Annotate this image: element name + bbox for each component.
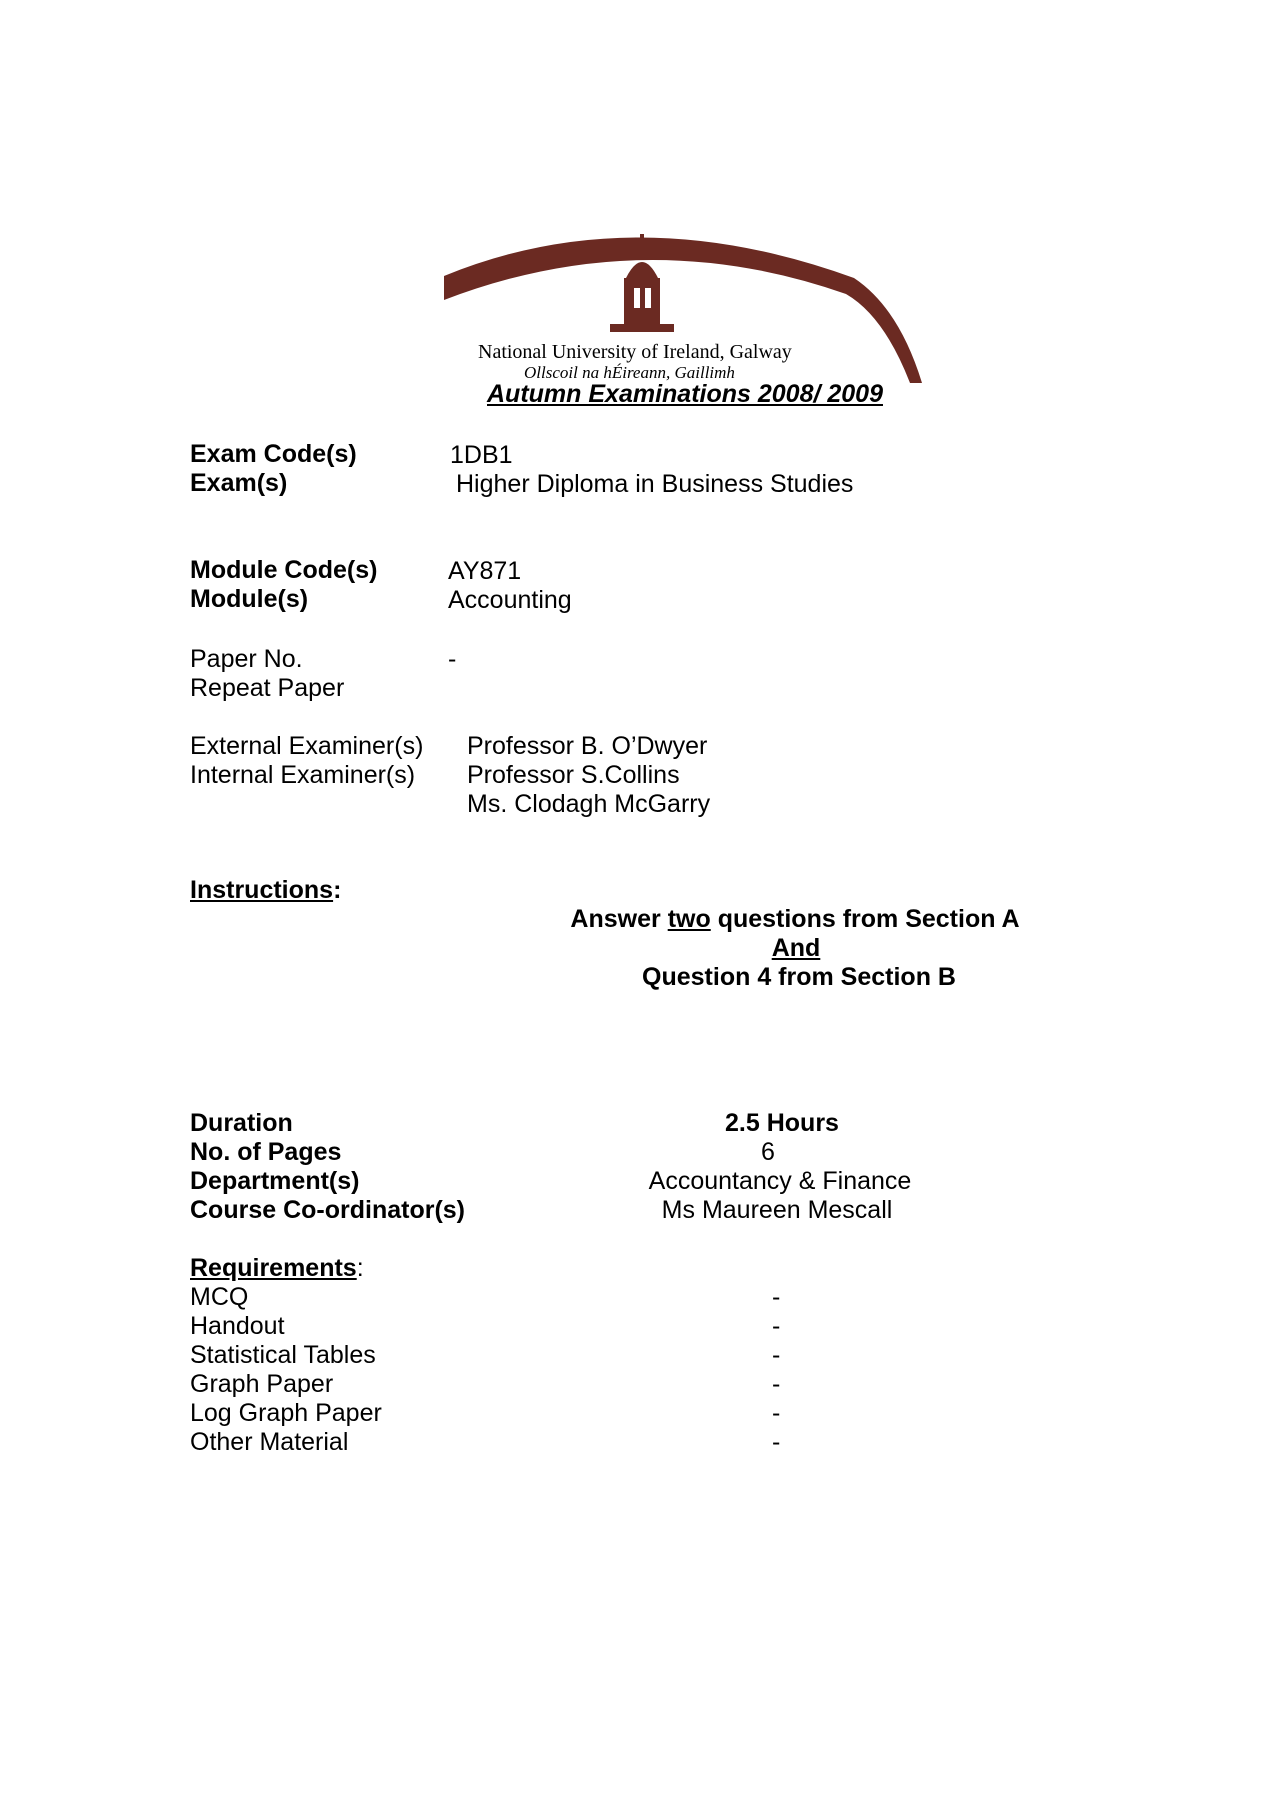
exam-code-value: 1DB1 (450, 441, 513, 469)
instructions-colon: : (333, 876, 342, 904)
coordinator-label: Course Co-ordinator(s) (190, 1196, 465, 1224)
examiner-name: Professor S.Collins (467, 761, 680, 789)
logo-text-irish: Ollscoil na hÉireann, Gaillimh (524, 363, 735, 382)
requirement-value: - (772, 1312, 781, 1340)
requirement-name: MCQ (190, 1283, 249, 1311)
requirement-value: - (772, 1341, 781, 1369)
instructions-heading (190, 876, 341, 905)
instructions-line-3: Question 4 from Section B (642, 963, 956, 991)
pages-value: 6 (761, 1138, 775, 1166)
requirement-name: Statistical Tables (190, 1341, 376, 1369)
logo-text-english: National University of Ireland, Galway (478, 341, 792, 363)
instructions-line-2: And (771, 934, 821, 962)
university-logo (444, 228, 922, 383)
department-value: Accountancy & Finance (648, 1167, 912, 1195)
requirements-colon: : (356, 1254, 364, 1282)
examiner-name: Ms. Clodagh McGarry (467, 790, 711, 818)
instructions-label: Instructions (190, 876, 334, 904)
exam-name-label: Exam(s) (190, 469, 288, 497)
requirement-name: Log Graph Paper (190, 1399, 382, 1427)
coordinator-value: Ms Maureen Mescall (661, 1196, 893, 1224)
module-name-value: Accounting (448, 586, 572, 614)
instructions-line-1-emphasis: two (667, 905, 711, 933)
module-code-label: Module Code(s) (190, 556, 378, 584)
requirement-name: Handout (190, 1312, 285, 1340)
requirement-value: - (772, 1428, 781, 1456)
exam-name-value: Higher Diploma in Business Studies (456, 470, 854, 498)
exam-code-label: Exam Code(s) (190, 440, 357, 468)
requirement-value: - (772, 1370, 781, 1398)
external-examiner-label: External Examiner(s) (190, 732, 424, 760)
duration-label: Duration (190, 1109, 293, 1137)
repeat-paper-label: Repeat Paper (190, 674, 345, 702)
instructions-line-1-post: questions from Section A (710, 905, 1020, 933)
module-code-value: AY871 (448, 557, 522, 585)
requirement-value: - (772, 1399, 781, 1427)
pages-label: No. of Pages (190, 1138, 342, 1166)
examiner-name: Professor B. O’Dwyer (467, 732, 708, 760)
requirements-label: Requirements (190, 1254, 357, 1282)
duration-value: 2.5 Hours (725, 1109, 839, 1137)
department-label: Department(s) (190, 1167, 360, 1195)
exam-title: Autumn Examinations 2008/ 2009 (487, 380, 883, 408)
requirement-value: - (772, 1283, 781, 1311)
internal-examiner-label: Internal Examiner(s) (190, 761, 416, 789)
requirement-name: Graph Paper (190, 1370, 334, 1398)
module-name-label: Module(s) (190, 585, 309, 613)
requirement-name: Other Material (190, 1428, 349, 1456)
paper-no-label: Paper No. (190, 645, 303, 673)
paper-no-value: - (448, 645, 457, 673)
requirements-heading (190, 1254, 364, 1283)
instructions-line-1 (570, 905, 1019, 934)
instructions-line-1-pre: Answer (570, 905, 668, 933)
